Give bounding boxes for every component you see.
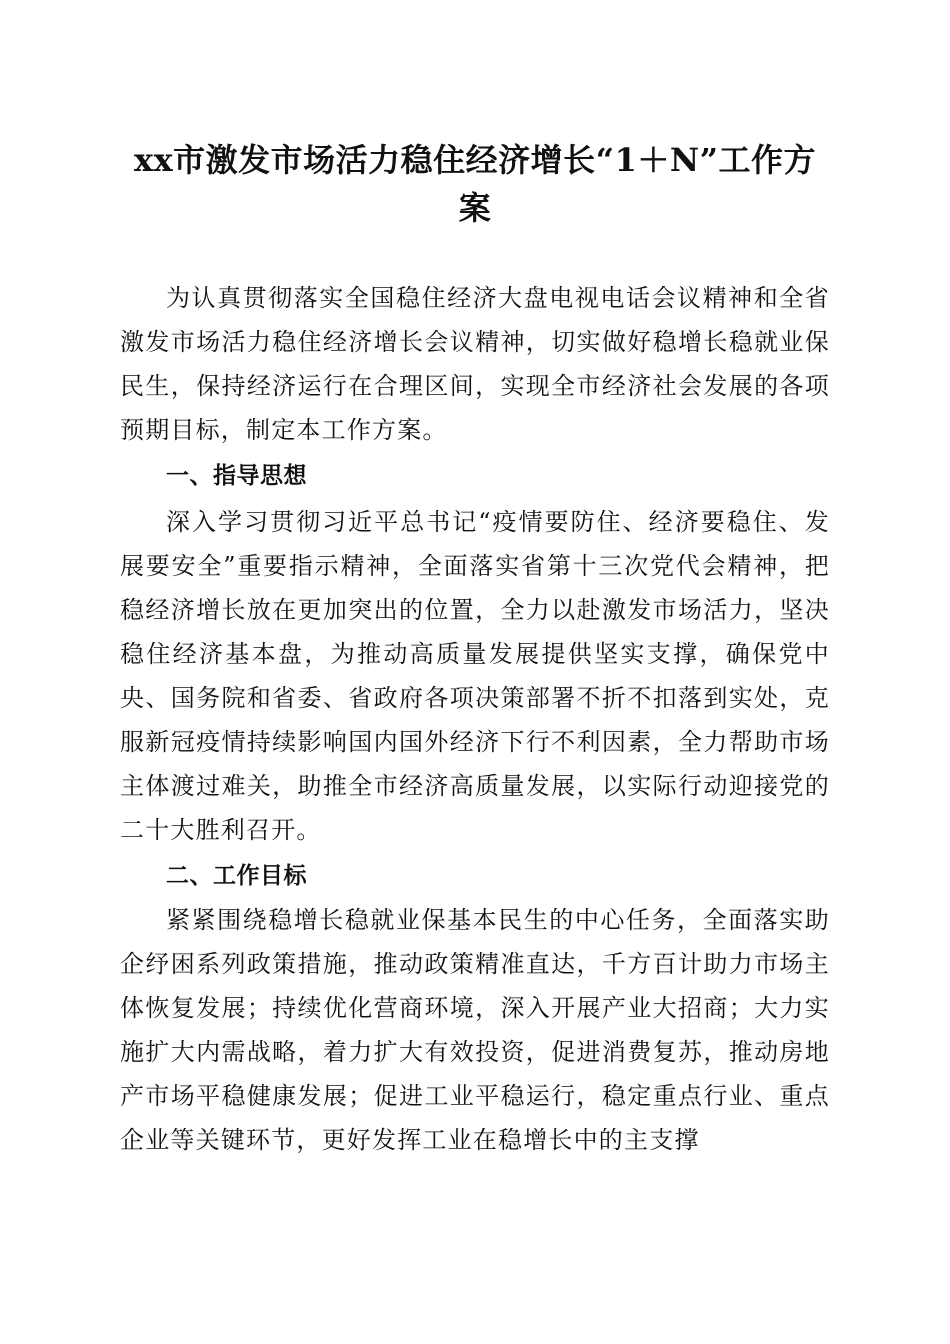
work-goals-paragraph: 紧紧围绕稳增长稳就业保基本民生的中心任务，全面落实助企纾困系列政策措施，推动政策精准直达，千方百计助力市场主体恢复发展；持续优化营商环境，深入开展产业大招商；大力实施扩大内需战略，着力扩大有效投资，促进消费复苏，推动房地产市场平稳健康发展；促进工业平稳运行，稳定重点行业、重点企业等关键环节，更好发挥工业在稳增长中的主支撑 — [120, 906, 830, 1154]
intro-paragraph: 为认真贯彻落实全国稳住经济大盘电视电话会议精神和全省激发市场活力稳住经济增长会议精神，切实做好稳增长稳就业保民生，保持经济运行在合理区间，实现全市经济社会发展的各项预期目标，制定本工作方案。 — [120, 284, 830, 444]
guiding-ideology-paragraph: 深入学习贯彻习近平总书记“疫情要防住、经济要稳住、发展要安全”重要指示精神，全面落实省第十三次党代会精神，把稳经济增长放在更加突出的位置，全力以赴激发市场活力，坚决稳住经济基本盘，为推动高质量发展提供坚实支撑，确保党中央、国务院和省委、省政府各项决策部署不折不扣落到实处，克服新冠疫情持续影响国内国外经济下行不利因素，全力帮助市场主体渡过难关，助推全市经济高质量发展，以实际行动迎接党的二十大胜利召开。 — [120, 508, 830, 844]
section-heading-guiding-ideology: 一、指导思想 — [166, 463, 307, 489]
section-heading-work-goals: 二、工作目标 — [166, 863, 307, 889]
document-title: xx市激发市场活力稳住经济增长“1＋N”工作方案 — [134, 141, 816, 227]
